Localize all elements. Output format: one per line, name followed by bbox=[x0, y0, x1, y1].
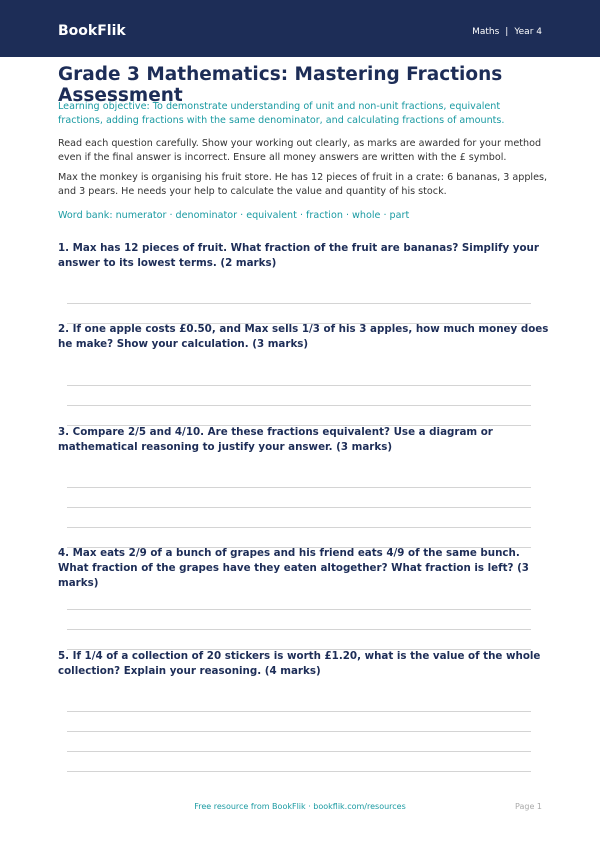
page-number: Page 1 bbox=[515, 802, 542, 811]
question-3: 3. Compare 2/5 and 4/10. Are these fractions equivalent? Use a diagram or mathematical reasoning to justify your answer. (3 marks) bbox=[58, 426, 493, 453]
answer-line[interactable] bbox=[67, 731, 531, 732]
answer-line[interactable] bbox=[67, 629, 531, 630]
answer-line[interactable] bbox=[67, 771, 531, 772]
answer-line[interactable] bbox=[67, 507, 531, 508]
scenario-paragraph: Max the monkey is organising his fruit store. He has 12 pieces of fruit in a crate: 6 bananas, 3 apples, and 3 pears. He needs your help to calculate the value and quantity of his stock. bbox=[58, 172, 548, 197]
word-bank: Word bank: numerator · denominator · equivalent · fraction · whole · part bbox=[58, 210, 410, 221]
year-label: Year 4 bbox=[514, 27, 542, 37]
header-separator: | bbox=[505, 27, 509, 37]
answer-line[interactable] bbox=[67, 303, 531, 304]
answer-line[interactable] bbox=[67, 751, 531, 752]
question-4: 4. Max eats 2/9 of a bunch of grapes and his friend eats 4/9 of the same bunch. What fraction of the grapes have they eaten altogether? What fraction is left? (3 marks) bbox=[58, 547, 529, 589]
answer-line[interactable] bbox=[67, 527, 531, 528]
question-5: 5. If 1/4 of a collection of 20 stickers is worth £1.20, what is the value of the whole collection? Explain your reasoning. (4 marks) bbox=[58, 650, 541, 677]
answer-line[interactable] bbox=[67, 405, 531, 406]
brand-logo: BookFlik bbox=[58, 23, 126, 39]
question-2: 2. If one apple costs £0.50, and Max sells 1/3 of his 3 apples, how much money does he make? Show your calculation. (3 marks) bbox=[58, 323, 549, 350]
answer-line[interactable] bbox=[67, 385, 531, 386]
subject-label: Maths bbox=[472, 27, 500, 37]
page-title: Grade 3 Mathematics: Mastering Fractions Assessment bbox=[58, 64, 503, 106]
question-1: 1. Max has 12 pieces of fruit. What fraction of the fruit are bananas? Simplify your answer to its lowest terms. (2 marks) bbox=[58, 242, 539, 269]
instructions-paragraph: Read each question carefully. Show your working out clearly, as marks are awarded for your method even if the final answer is incorrect. Ensure all money answers are written with the £ symbol. bbox=[58, 138, 542, 163]
page-header bbox=[0, 0, 600, 57]
answer-line[interactable] bbox=[67, 609, 531, 610]
answer-line[interactable] bbox=[67, 487, 531, 488]
header-meta bbox=[472, 27, 542, 37]
answer-line[interactable] bbox=[67, 711, 531, 712]
learning-objective: Learning objective: To demonstrate understanding of unit and non-unit fractions, equivalent fractions, adding fractions with the same denominator, and calculating fractions of amounts. bbox=[58, 101, 505, 126]
footer-resource-link[interactable]: Free resource from BookFlik · bookflik.com/resources bbox=[194, 802, 406, 811]
